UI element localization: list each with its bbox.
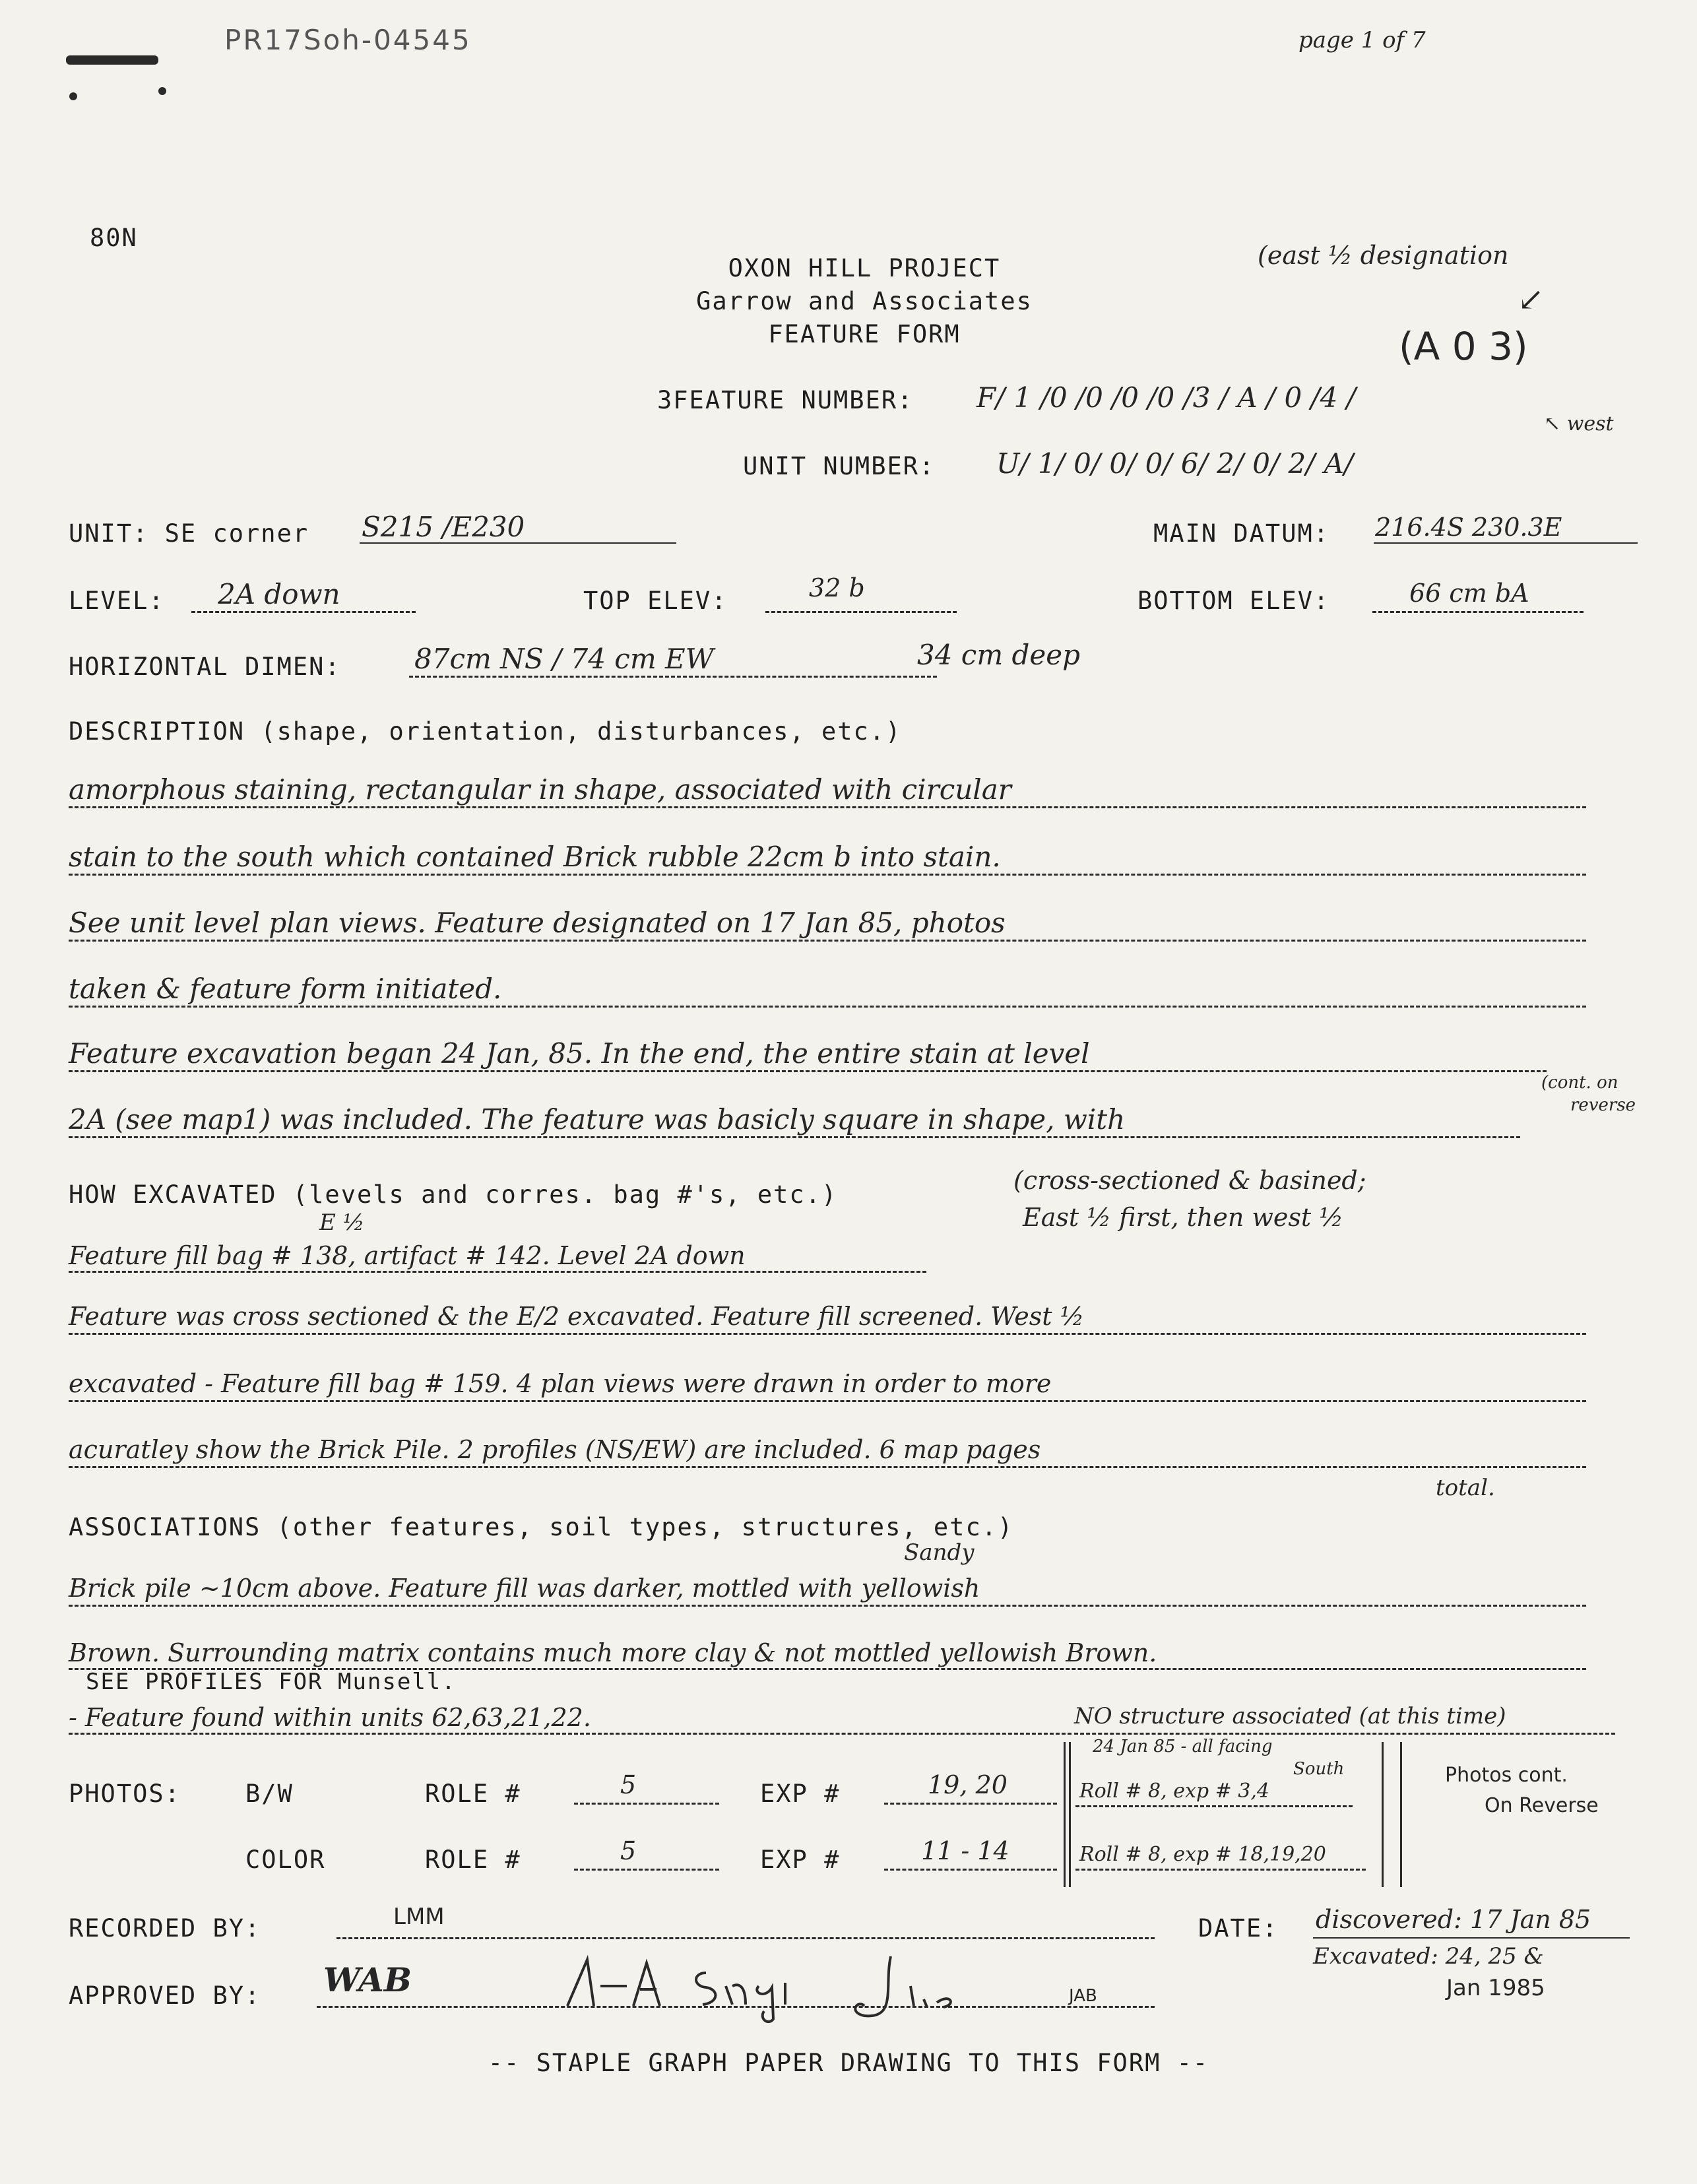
excavation-rule bbox=[69, 1466, 1586, 1468]
continued-note: reverse bbox=[1570, 1095, 1636, 1115]
photos-color-role-line bbox=[574, 1869, 719, 1871]
photos-color-exp-value: 11 - 14 bbox=[921, 1836, 1009, 1865]
date-label: DATE: bbox=[1198, 1914, 1279, 1943]
date-excavated: Excavated: 24, 25 & bbox=[1313, 1943, 1544, 1970]
photos-color-exp-line bbox=[884, 1869, 1057, 1871]
photos-note-divider bbox=[1064, 1742, 1066, 1887]
excavation-rule bbox=[69, 1271, 926, 1273]
unit-value: S215 /E230 bbox=[362, 511, 525, 543]
photos-note-bw-line bbox=[1075, 1805, 1353, 1807]
photos-note-divider bbox=[1400, 1742, 1402, 1887]
photos-note-divider bbox=[1382, 1742, 1384, 1887]
excavation-side-note: (cross-sectioned & basined; bbox=[1013, 1166, 1366, 1195]
excavation-line: acuratley show the Brick Pile. 2 profiles (NS/EW) are included. 6 map pages bbox=[69, 1435, 1041, 1464]
description-rule bbox=[69, 806, 1586, 808]
photos-bw-exp-label: EXP # bbox=[760, 1780, 841, 1808]
description-rule bbox=[69, 874, 1586, 876]
recorded-by-line bbox=[336, 1937, 1155, 1939]
west-note-text: west bbox=[1566, 412, 1614, 435]
photos-continued-note: On Reverse bbox=[1485, 1794, 1599, 1817]
west-note bbox=[1544, 414, 1614, 434]
level-value: 2A down bbox=[218, 578, 340, 610]
associations-rule bbox=[1074, 1733, 1615, 1735]
photos-color-role-label: ROLE # bbox=[425, 1846, 521, 1874]
associations-line: SEE PROFILES FOR Munsell. bbox=[86, 1669, 457, 1695]
description-line: 2A (see map1) was included. The feature was basicly square in shape, with bbox=[69, 1103, 1126, 1136]
top-elev-label: TOP ELEV: bbox=[583, 587, 728, 615]
description-rule bbox=[69, 1006, 1586, 1008]
photos-bw-exp-value: 19, 20 bbox=[928, 1770, 1008, 1799]
excavation-superscript: E ½ bbox=[319, 1209, 365, 1236]
east-half-note: (east ½ designation bbox=[1258, 241, 1509, 270]
photos-label: PHOTOS: bbox=[69, 1780, 181, 1808]
description-line: Feature excavation began 24 Jan, 85. In the end, the entire stain at level bbox=[69, 1037, 1090, 1070]
photos-bw-role-value: 5 bbox=[620, 1770, 637, 1799]
unit-value-line bbox=[360, 542, 676, 544]
corner-code: 80N bbox=[90, 224, 138, 252]
description-line: amorphous staining, rectangular in shape, associated with circular bbox=[69, 773, 1011, 806]
photos-bw-role-label: ROLE # bbox=[425, 1780, 521, 1808]
level-label: LEVEL: bbox=[69, 587, 165, 615]
photos-color-role-value: 5 bbox=[620, 1836, 637, 1865]
top-elev-line bbox=[765, 611, 957, 613]
punch-mark bbox=[66, 55, 158, 65]
arrow-down-icon: ↙ bbox=[1518, 281, 1545, 318]
photos-bw-role-line bbox=[574, 1803, 719, 1805]
top-elev-value: 32 b bbox=[809, 573, 865, 602]
associations-line: Brick pile ~10cm above. Feature fill was darker, mottled with yellowish bbox=[69, 1574, 980, 1603]
approver-initials: JAB bbox=[1069, 1986, 1097, 2006]
photos-color-exp-label: EXP # bbox=[760, 1846, 841, 1874]
feature-number-label: 3FEATURE NUMBER: bbox=[657, 386, 914, 414]
horizontal-dimen-line bbox=[409, 676, 937, 678]
excavation-side-note: East ½ first, then west ½ bbox=[1023, 1203, 1344, 1232]
punch-dot bbox=[158, 87, 166, 95]
excavation-label: HOW EXCAVATED (levels and corres. bag #'s, etc.) bbox=[69, 1180, 838, 1209]
firm-name: Garrow and Associates bbox=[696, 287, 1033, 315]
footer-instruction: -- STAPLE GRAPH PAPER DRAWING TO THIS FORM -- bbox=[488, 2049, 1209, 2077]
date-year: Jan 1985 bbox=[1446, 1975, 1545, 2001]
photos-bw-label: B/W bbox=[245, 1780, 294, 1808]
photos-continued-note: Photos cont. bbox=[1445, 1764, 1568, 1787]
approved-by-label: APPROVED BY: bbox=[69, 1981, 261, 2010]
recorded-by-value: LMM bbox=[393, 1904, 445, 1930]
form-title: FEATURE FORM bbox=[768, 320, 961, 348]
photos-note-color-roll: Roll # 8, exp # 18,19,20 bbox=[1079, 1843, 1326, 1866]
photos-note-south: South bbox=[1293, 1759, 1345, 1779]
description-line: taken & feature form initiated. bbox=[69, 973, 502, 1005]
excavation-rule bbox=[69, 1400, 1586, 1402]
date-discovered: discovered: 17 Jan 85 bbox=[1316, 1905, 1591, 1934]
project-title: OXON HILL PROJECT bbox=[728, 254, 1001, 282]
main-datum-value: 216.4S 230.3E bbox=[1375, 513, 1562, 542]
feature-circled-number: (A 0 3) bbox=[1399, 324, 1528, 369]
level-line bbox=[191, 611, 416, 613]
approver-signature bbox=[554, 1946, 1029, 2026]
excavation-line: Feature was cross sectioned & the E/2 excavated. Feature fill screened. West ½ bbox=[69, 1302, 1085, 1331]
depth-value: 34 cm deep bbox=[917, 639, 1080, 671]
recorded-by-label: RECORDED BY: bbox=[69, 1914, 261, 1943]
unit-label: UNIT: SE corner bbox=[69, 519, 309, 548]
photos-bw-exp-line bbox=[884, 1803, 1057, 1805]
bottom-elev-label: BOTTOM ELEV: bbox=[1137, 587, 1330, 615]
associations-superscript: Sandy bbox=[904, 1539, 975, 1566]
bottom-elev-line bbox=[1372, 611, 1584, 613]
date-line bbox=[1313, 1937, 1630, 1939]
photos-note-color-line bbox=[1075, 1869, 1366, 1871]
bottom-elev-value: 66 cm bA bbox=[1409, 579, 1529, 608]
photos-note-divider bbox=[1069, 1742, 1071, 1887]
description-rule bbox=[69, 940, 1586, 942]
description-line: stain to the south which contained Brick rubble 22cm b into stain. bbox=[69, 841, 1001, 873]
horizontal-dimen-label: HORIZONTAL DIMEN: bbox=[69, 653, 341, 681]
punch-dot bbox=[69, 92, 77, 100]
horizontal-dimen-value: 87cm NS / 74 cm EW bbox=[414, 643, 714, 675]
unit-number-label: UNIT NUMBER: bbox=[743, 452, 936, 480]
approved-by-value: WAB bbox=[323, 1960, 412, 1999]
feature-number-value: F/ 1 /0 /0 /0 /0 /3 / A / 0 /4 / bbox=[977, 381, 1356, 414]
approved-by-line bbox=[317, 2006, 1155, 2008]
description-rule bbox=[69, 1070, 1547, 1072]
page-number: page 1 of 7 bbox=[1298, 27, 1426, 53]
associations-line: Brown. Surrounding matrix contains much more clay & not mottled yellowish Brown. bbox=[69, 1638, 1157, 1667]
photos-color-label: COLOR bbox=[245, 1846, 326, 1874]
photos-note-date: 24 Jan 85 - all facing bbox=[1093, 1737, 1273, 1756]
description-line: See unit level plan views. Feature designated on 17 Jan 85, photos bbox=[69, 907, 1006, 939]
main-datum-line bbox=[1374, 542, 1638, 544]
description-label: DESCRIPTION (shape, orientation, disturbances, etc.) bbox=[69, 717, 902, 746]
excavation-total-note: total. bbox=[1436, 1475, 1495, 1501]
description-rule bbox=[69, 1136, 1520, 1138]
arrow-icon: ↖ bbox=[1544, 412, 1567, 435]
structure-note: NO structure associated (at this time) bbox=[1074, 1703, 1506, 1729]
main-datum-label: MAIN DATUM: bbox=[1153, 519, 1330, 548]
continued-note: (cont. on bbox=[1541, 1073, 1618, 1093]
excavation-line: Feature fill bag # 138, artifact # 142. Level 2A down bbox=[69, 1241, 746, 1270]
unit-number-value: U/ 1/ 0/ 0/ 0/ 6/ 2/ 0/ 2/ A/ bbox=[996, 447, 1354, 480]
excavation-line: excavated - Feature fill bag # 159. 4 plan views were drawn in order to more bbox=[69, 1369, 1052, 1398]
associations-line: - Feature found within units 62,63,21,22. bbox=[69, 1703, 591, 1732]
photos-note-bw-roll: Roll # 8, exp # 3,4 bbox=[1079, 1780, 1270, 1803]
associations-rule bbox=[69, 1733, 1072, 1735]
excavation-rule bbox=[69, 1333, 1586, 1335]
associations-rule bbox=[69, 1605, 1586, 1607]
associations-label: ASSOCIATIONS (other features, soil types, structures, etc.) bbox=[69, 1513, 1014, 1541]
accession-number: PR17Soh-04545 bbox=[224, 24, 472, 56]
